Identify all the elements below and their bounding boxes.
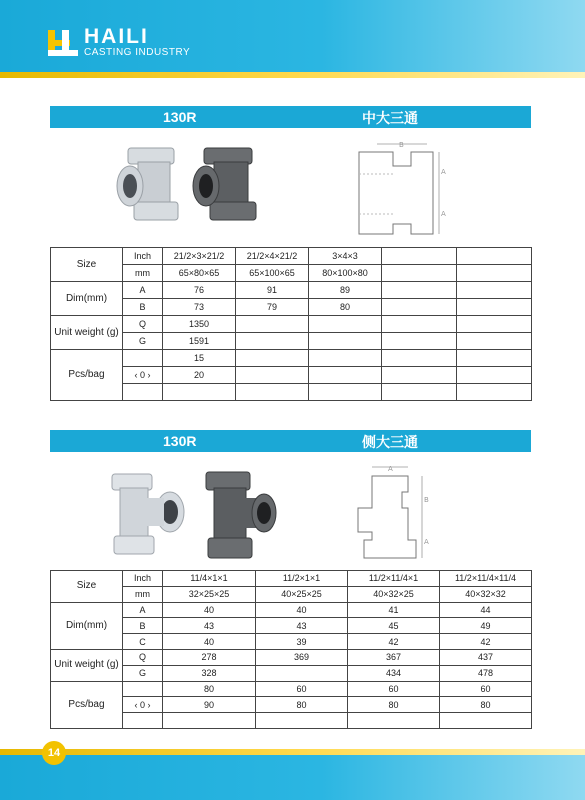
table-row: G 1591 (51, 333, 532, 350)
table-row: mm 65×80×65 65×100×65 80×100×80 (51, 265, 532, 282)
section1-title-bar (50, 106, 531, 128)
table-row: Unit weight (g) Q 278 369 367 437 (51, 649, 532, 665)
page-number: 14 (42, 741, 66, 765)
table-row (51, 713, 532, 729)
dim-label: Dim(mm) (51, 602, 123, 649)
header-stripe (0, 72, 585, 78)
table-row: G 328 434 478 (51, 665, 532, 681)
mm-label: mm (123, 586, 163, 602)
section1-technical-drawing (355, 138, 450, 243)
table-row (51, 384, 532, 401)
pcs-bag-label: Pcs/bag (51, 350, 123, 401)
section1-model: 130R (163, 109, 197, 125)
footer-band (0, 755, 585, 800)
svg-text:B: B (424, 496, 429, 504)
section2-name: 侧大三通 (362, 435, 418, 451)
section2-model: 130R (163, 433, 197, 449)
size-label: Size (51, 248, 123, 282)
unit-weight-label: Unit weight (g) (51, 316, 123, 350)
section1-spec-table (50, 247, 532, 401)
table-row: Unit weight (g) Q 1350 (51, 316, 532, 333)
mm-label: mm (123, 265, 163, 282)
section2-technical-drawing (352, 462, 447, 567)
table-row: B 43 43 45 49 (51, 618, 532, 634)
haili-logo-icon (48, 28, 78, 58)
section2-spec-table (50, 570, 532, 729)
svg-text:A: A (441, 168, 446, 176)
table-row: ‹ 0 › 20 (51, 367, 532, 384)
section1-product-photo (108, 142, 273, 232)
dim-label: Dim(mm) (51, 282, 123, 316)
inch-label: Inch (123, 571, 163, 587)
brand-name: HAILI (84, 25, 149, 48)
table-row: B 73 79 80 (51, 299, 532, 316)
pcs-bag-label: Pcs/bag (51, 681, 123, 728)
table-row: Pcs/bag 15 (51, 350, 532, 367)
svg-text:A: A (388, 465, 393, 473)
table-row: Size Inch 21/2×3×21/2 21/2×4×21/2 3×4×3 (51, 248, 532, 265)
section2-product-photo (108, 468, 278, 563)
table-row: Dim(mm) A 76 91 89 (51, 282, 532, 299)
section1-name: 中大三通 (362, 111, 418, 127)
table-row: mm 32×25×25 40×25×25 40×32×25 40×32×32 (51, 586, 532, 602)
table-row: C 40 39 42 42 (51, 634, 532, 650)
inch-label: Inch (123, 248, 163, 265)
table-row: ‹ 0 › 90 80 80 80 (51, 697, 532, 713)
table-row: Size Inch 11/4×1×1 11/2×1×1 11/2×11/4×1 11/2×11/4×11/4 (51, 571, 532, 587)
table-row: Pcs/bag 80 60 60 60 (51, 681, 532, 697)
section2-title-bar (50, 430, 531, 452)
svg-text:A: A (424, 538, 429, 546)
table-row: Dim(mm) A 40 40 41 44 (51, 602, 532, 618)
svg-text:A: A (441, 210, 446, 218)
svg-text:B: B (399, 141, 404, 149)
unit-weight-label: Unit weight (g) (51, 649, 123, 681)
size-label: Size (51, 571, 123, 603)
brand-subtitle: CASTING INDUSTRY (84, 47, 191, 58)
